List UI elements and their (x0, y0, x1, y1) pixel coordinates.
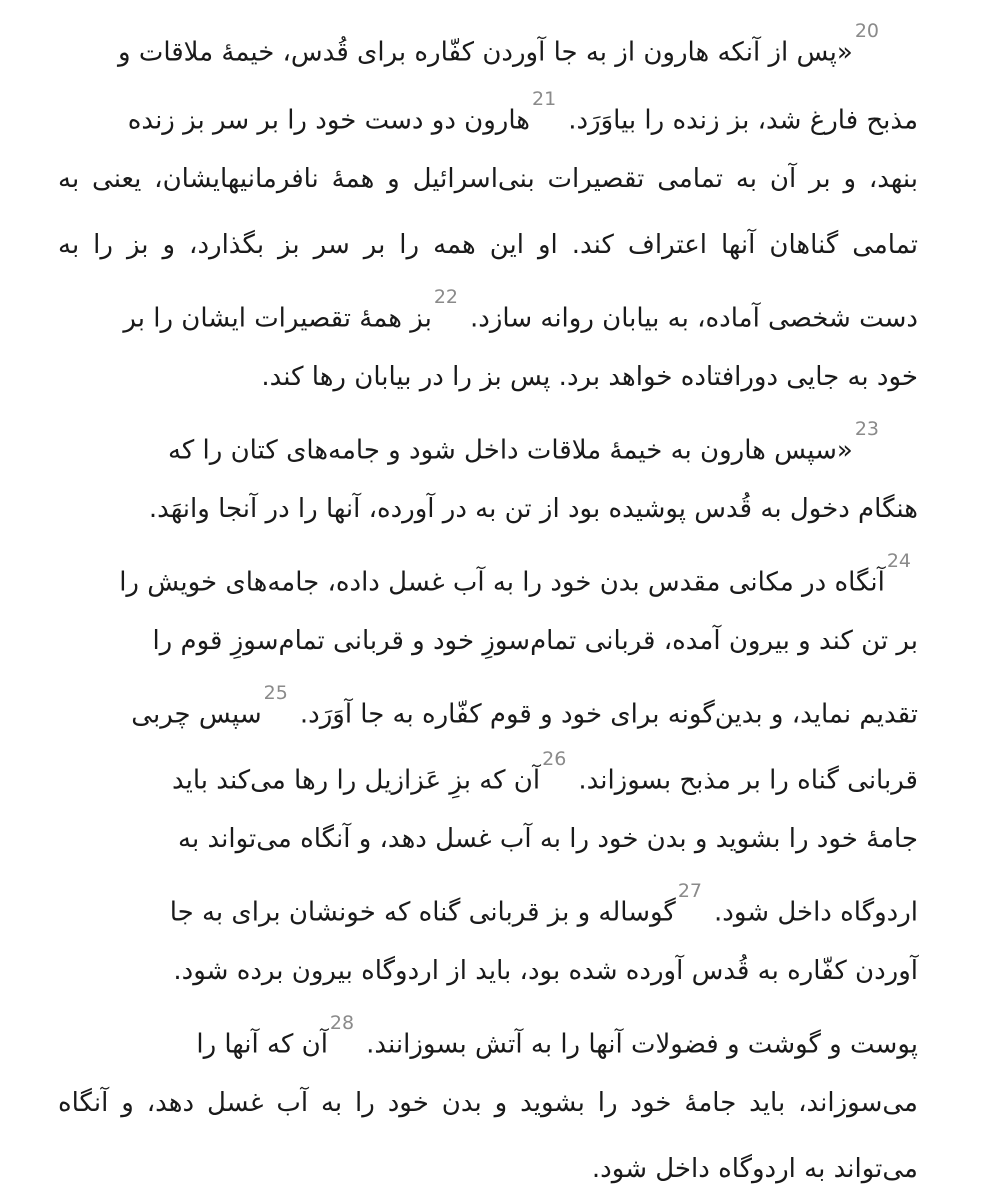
text-line (58, 344, 918, 410)
verse-text: می‌تواند به اردوگاه داخل شود. (591, 1154, 918, 1184)
verse-number: 21 (532, 88, 557, 110)
verse-text: «سپس هارون به خیمهٔ ملاقات داخل شود و جامه‌های کتان را که (167, 435, 853, 466)
verse-text: تقدیم نماید، و بدین‌گونه برای خود و قوم کفّاره به جا آوَرَد. (299, 699, 918, 730)
text-line (51, 542, 911, 608)
verse-text: بنهد، و بر آن به تمامی تقصیرات بنی‌اسرائیل و همهٔ نافرمانیهایشان، یعنی به (58, 164, 918, 194)
text-line (58, 80, 918, 146)
text-line (58, 476, 918, 542)
verse-text: آن که بزِ عَزازیل را رها می‌کند باید (172, 765, 541, 796)
verse-text: خود به جایی دورافتاده خواهد برد. پس بز را در بیابان رها کند. (261, 362, 918, 392)
verse-number: 22 (433, 286, 459, 308)
verse-text: بز همهٔ تقصیرات ایشان را بر (123, 303, 432, 334)
verse-number: 23 (854, 418, 879, 440)
text-line (58, 278, 918, 344)
verse-number: 24 (886, 550, 911, 572)
verse-text: هنگام دخول به قُدس پوشیده بود از تن به در آورده، آنها را در آنجا وانهَد. (148, 494, 918, 524)
verse-text: «پس از آنکه هارون از به جا آوردن کفّاره برای قُدس، خیمهٔ ملاقات و (118, 37, 853, 68)
verse-text: گوساله و بز قربانی گناه که خونشان برای به جا (169, 897, 676, 928)
text-line (58, 1004, 918, 1070)
verse-number: 27 (677, 880, 702, 902)
verse-number: 20 (854, 20, 879, 42)
text-line (58, 806, 918, 872)
verse-number: 26 (542, 748, 567, 770)
verse-text: آوردن کفّاره به قُدس آورده شده بود، باید از اردوگاه بیرون برده شود. (173, 956, 918, 986)
verse-text: جامهٔ خود را بشوید و بدن خود را به آب غسل دهد، و آنگاه می‌تواند به (178, 824, 918, 854)
verse-text: بر تن کند و بیرون آمده، قربانی تمام‌سوزِ خود و قربانی تمام‌سوزِ قوم را (152, 626, 918, 656)
text-line (58, 608, 918, 674)
text-line (58, 872, 918, 938)
text-line (58, 740, 918, 806)
text-line (58, 410, 879, 476)
verse-text: سپس چربی (131, 699, 262, 730)
verse-text: تمامی گناهان آنها اعتراف کند. او این همه را بر سر بز بگذارد، و بز را به (58, 230, 918, 260)
verse-text: قربانی گناه را بر مذبح بسوزاند. (578, 765, 918, 796)
text-line (58, 212, 918, 278)
text-line (58, 146, 918, 212)
text-line (58, 12, 879, 78)
verse-text: می‌سوزاند، باید جامهٔ خود را بشوید و بدن خود را به آب غسل دهد، و آنگاه (58, 1088, 918, 1118)
verse-text: پوست و گوشت و فضولات آنها را به آتش بسوزانند. (366, 1029, 918, 1060)
verse-text: اردوگاه داخل شود. (714, 897, 918, 928)
verse-text: دست شخصی آماده، به بیابان روانه سازد. (470, 303, 918, 334)
text-line (58, 1070, 918, 1136)
text-line (58, 674, 918, 740)
text-line (58, 1136, 918, 1202)
verse-text: آنگاه در مکانی مقدس بدن خود را به آب غسل داده، جامه‌های خویش را (119, 567, 885, 598)
verse-text: هارون دو دست خود را بر سر بز زنده (127, 105, 530, 136)
verse-text: مذبح فارغ شد، بز زنده را بیاوَرَد. (568, 105, 918, 136)
verse-number: 28 (329, 1012, 355, 1034)
text-line (58, 938, 918, 1004)
verse-text: آن که آنها را (196, 1029, 328, 1060)
verse-number: 25 (263, 682, 288, 704)
